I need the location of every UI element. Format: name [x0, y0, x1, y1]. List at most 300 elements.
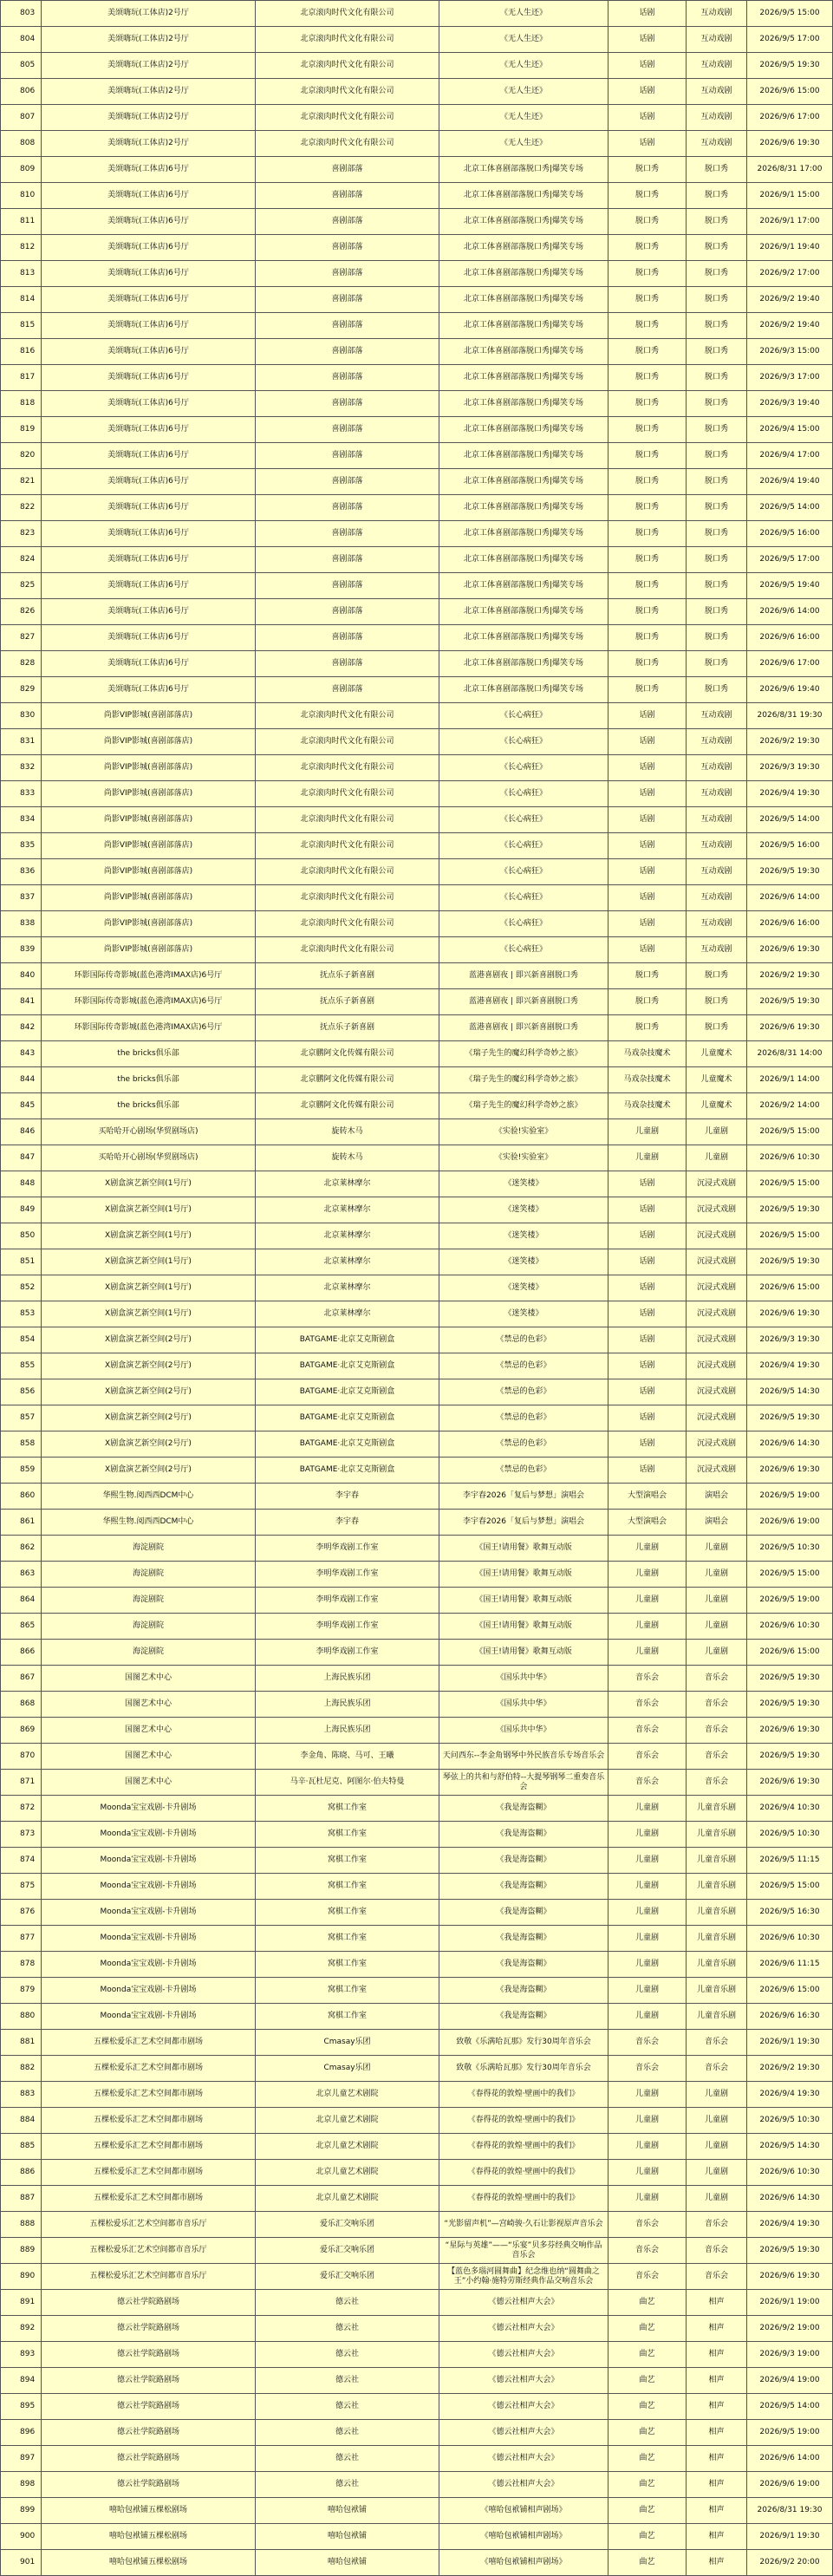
table-row: [1, 1, 833, 27]
venue-cell: X剧盒演艺新空间(2号厅): [42, 1405, 256, 1431]
category-cell: 音乐会: [608, 2056, 687, 2082]
datetime-cell: 2026/9/6 19:00: [747, 1510, 833, 1536]
datetime-cell: 2026/9/4 17:00: [747, 443, 833, 469]
table-row: [1, 339, 833, 365]
organizer-cell: 喜剧部落: [256, 495, 439, 521]
datetime-cell: 2026/9/6 17:00: [747, 105, 833, 131]
organizer-cell: 抚点乐子新喜剧: [256, 1015, 439, 1041]
table-row: [1, 1588, 833, 1614]
program-cell: 北京工体喜剧部落脱口秀|爆笑专场: [439, 339, 608, 365]
subcategory-cell: 互动戏剧: [687, 781, 747, 807]
category-cell: 脱口秀: [608, 261, 687, 287]
row-number-cell: 824: [1, 547, 42, 573]
venue-cell: 德云社学院路剧场: [42, 2290, 256, 2316]
table-row: [1, 1379, 833, 1405]
table-row: [1, 1640, 833, 1666]
organizer-cell: 德云社: [256, 2342, 439, 2368]
category-cell: 音乐会: [608, 1770, 687, 1796]
venue-cell: 美颂嗨玩(工体店)6号厅: [42, 209, 256, 235]
row-number-cell: 868: [1, 1692, 42, 1718]
datetime-cell: 2026/9/6 10:30: [747, 1145, 833, 1171]
category-cell: 音乐会: [608, 1666, 687, 1692]
table-row: [1, 365, 833, 391]
organizer-cell: 上海民族乐团: [256, 1718, 439, 1744]
subcategory-cell: 儿童剧: [687, 1119, 747, 1145]
venue-cell: 德云社学院路剧场: [42, 2316, 256, 2342]
venue-cell: 海淀剧院: [42, 1614, 256, 1640]
program-cell: 蓝港喜剧夜 | 即兴新喜剧脱口秀: [439, 1015, 608, 1041]
venue-cell: X剧盒演艺新空间(1号厅): [42, 1223, 256, 1249]
category-cell: 脱口秀: [608, 495, 687, 521]
venue-cell: 环影国际传奇影城(蓝色港湾IMAX店)6号厅: [42, 1015, 256, 1041]
table-row: [1, 2290, 833, 2316]
row-number-cell: 873: [1, 1822, 42, 1848]
venue-cell: Moonda宝宝戏剧-卡升剧场: [42, 1874, 256, 1900]
organizer-cell: 喜剧部落: [256, 599, 439, 625]
program-cell: 琴弦上的共和与舒伯特--大提琴钢琴二重奏音乐会: [439, 1770, 608, 1796]
program-cell: 《国王!请用餐》歌舞互动版: [439, 1614, 608, 1640]
datetime-cell: 2026/9/3 19:40: [747, 391, 833, 417]
row-number-cell: 894: [1, 2368, 42, 2394]
category-cell: 话剧: [608, 1249, 687, 1275]
row-number-cell: 871: [1, 1770, 42, 1796]
venue-cell: 美颂嗨玩(工体店)6号厅: [42, 677, 256, 703]
subcategory-cell: 音乐会: [687, 2264, 747, 2290]
category-cell: 儿童剧: [608, 1588, 687, 1614]
organizer-cell: 德云社: [256, 2446, 439, 2472]
subcategory-cell: 儿童剧: [687, 1640, 747, 1666]
subcategory-cell: 音乐会: [687, 2212, 747, 2238]
row-number-cell: 850: [1, 1223, 42, 1249]
table-row: [1, 1249, 833, 1275]
table-row: [1, 2108, 833, 2134]
subcategory-cell: 音乐会: [687, 2238, 747, 2264]
category-cell: 脱口秀: [608, 157, 687, 183]
category-cell: 脱口秀: [608, 365, 687, 391]
table-row: [1, 391, 833, 417]
venue-cell: 五棵松爱乐汇艺术空间都市音乐厅: [42, 2212, 256, 2238]
table-row: [1, 1718, 833, 1744]
table-row: [1, 1405, 833, 1431]
table-row: [1, 2368, 833, 2394]
venue-cell: Moonda宝宝戏剧-卡升剧场: [42, 1952, 256, 1978]
venue-cell: 美颂嗨玩(工体店)2号厅: [42, 53, 256, 79]
table-row: [1, 2160, 833, 2186]
venue-cell: Moonda宝宝戏剧-卡升剧场: [42, 1848, 256, 1874]
row-number-cell: 835: [1, 833, 42, 859]
organizer-cell: 爱乐汇交响乐团: [256, 2212, 439, 2238]
category-cell: 音乐会: [608, 1692, 687, 1718]
subcategory-cell: 脱口秀: [687, 963, 747, 989]
table-row: [1, 235, 833, 261]
datetime-cell: 2026/9/6 14:00: [747, 2446, 833, 2472]
datetime-cell: 2026/9/2 20:00: [747, 2550, 833, 2576]
datetime-cell: 2026/9/5 19:00: [747, 1588, 833, 1614]
subcategory-cell: 沉浸式戏剧: [687, 1197, 747, 1223]
table-row: [1, 1067, 833, 1093]
datetime-cell: 2026/9/6 19:30: [747, 1770, 833, 1796]
datetime-cell: 2026/9/5 19:30: [747, 859, 833, 885]
program-cell: 《国王!请用餐》歌舞互动版: [439, 1588, 608, 1614]
row-number-cell: 811: [1, 209, 42, 235]
row-number-cell: 819: [1, 417, 42, 443]
table-row: [1, 1692, 833, 1718]
program-cell: 《禁忌的色彩》: [439, 1431, 608, 1458]
program-cell: 李宇春2026「复后与梦想」演唱会: [439, 1484, 608, 1510]
datetime-cell: 2026/9/5 19:30: [747, 1692, 833, 1718]
table-row: [1, 2056, 833, 2082]
venue-cell: 美颂嗨玩(工体店)6号厅: [42, 391, 256, 417]
datetime-cell: 2026/9/5 16:30: [747, 1900, 833, 1926]
venue-cell: 美颂嗨玩(工体店)6号厅: [42, 443, 256, 469]
venue-cell: 美颂嗨玩(工体店)6号厅: [42, 573, 256, 599]
organizer-cell: 窝棋工作室: [256, 1926, 439, 1952]
organizer-cell: BATGAME·北京艾克斯剧盒: [256, 1327, 439, 1353]
row-number-cell: 820: [1, 443, 42, 469]
program-cell: 《嘻哈包袱铺相声剧场》: [439, 2550, 608, 2576]
row-number-cell: 861: [1, 1510, 42, 1536]
venue-cell: the bricks俱乐部: [42, 1067, 256, 1093]
table-row: [1, 417, 833, 443]
datetime-cell: 2026/9/4 19:30: [747, 2082, 833, 2108]
table-row: [1, 807, 833, 833]
organizer-cell: 北京滚肉时代文化有限公司: [256, 885, 439, 911]
venue-cell: 美颂嗨玩(工体店)2号厅: [42, 131, 256, 157]
subcategory-cell: 相声: [687, 2446, 747, 2472]
datetime-cell: 2026/9/6 19:30: [747, 131, 833, 157]
venue-cell: X剧盒演艺新空间(1号厅): [42, 1197, 256, 1223]
table-row: [1, 157, 833, 183]
row-number-cell: 810: [1, 183, 42, 209]
organizer-cell: 北京滚肉时代文化有限公司: [256, 729, 439, 755]
venue-cell: 五棵松爱乐汇艺术空间都市剧场: [42, 2108, 256, 2134]
table-row: [1, 1171, 833, 1197]
organizer-cell: 北京儿童艺术剧院: [256, 2134, 439, 2160]
category-cell: 脱口秀: [608, 183, 687, 209]
program-cell: 《迷笑楼》: [439, 1171, 608, 1197]
category-cell: 脱口秀: [608, 469, 687, 495]
subcategory-cell: 儿童音乐剧: [687, 1874, 747, 1900]
table-row: [1, 2004, 833, 2030]
program-cell: 北京工体喜剧部落脱口秀|爆笑专场: [439, 391, 608, 417]
program-cell: 北京工体喜剧部落脱口秀|爆笑专场: [439, 235, 608, 261]
organizer-cell: 喜剧部落: [256, 651, 439, 677]
table-row: [1, 755, 833, 781]
category-cell: 儿童剧: [608, 2134, 687, 2160]
organizer-cell: 喜剧部落: [256, 209, 439, 235]
program-cell: 《春得花的敦煌·壁画中的我们》: [439, 2160, 608, 2186]
program-cell: 《长心病狂》: [439, 885, 608, 911]
subcategory-cell: 互动戏剧: [687, 53, 747, 79]
row-number-cell: 809: [1, 157, 42, 183]
venue-cell: 海淀剧院: [42, 1562, 256, 1588]
row-number-cell: 823: [1, 521, 42, 547]
row-number-cell: 879: [1, 1978, 42, 2004]
venue-cell: 国图艺术中心: [42, 1666, 256, 1692]
organizer-cell: 德云社: [256, 2472, 439, 2498]
venue-cell: 华熙生物.阅西西DCM中心: [42, 1510, 256, 1536]
venue-cell: 美颂嗨玩(工体店)6号厅: [42, 183, 256, 209]
subcategory-cell: 音乐会: [687, 2030, 747, 2056]
subcategory-cell: 相声: [687, 2368, 747, 2394]
table-row: [1, 1874, 833, 1900]
organizer-cell: 窝棋工作室: [256, 1978, 439, 2004]
category-cell: 脱口秀: [608, 677, 687, 703]
program-cell: 《国王!请用餐》歌舞互动版: [439, 1562, 608, 1588]
organizer-cell: 李明华戏剧工作室: [256, 1588, 439, 1614]
category-cell: 儿童剧: [608, 1796, 687, 1822]
datetime-cell: 2026/9/5 15:00: [747, 1223, 833, 1249]
subcategory-cell: 沉浸式戏剧: [687, 1405, 747, 1431]
row-number-cell: 817: [1, 365, 42, 391]
table-row: [1, 2524, 833, 2550]
program-cell: 《我是海盗糊》: [439, 1848, 608, 1874]
venue-cell: 买哈哈开心剧场(华贸剧场店): [42, 1145, 256, 1171]
organizer-cell: 北京滚肉时代文化有限公司: [256, 105, 439, 131]
table-row: [1, 781, 833, 807]
datetime-cell: 2026/9/5 19:30: [747, 2238, 833, 2264]
category-cell: 曲艺: [608, 2316, 687, 2342]
datetime-cell: 2026/9/1 15:00: [747, 183, 833, 209]
program-cell: 《禁忌的色彩》: [439, 1327, 608, 1353]
subcategory-cell: 沉浸式戏剧: [687, 1223, 747, 1249]
category-cell: 曲艺: [608, 2290, 687, 2316]
organizer-cell: 北京儿童艺术剧院: [256, 2108, 439, 2134]
organizer-cell: 李明华戏剧工作室: [256, 1640, 439, 1666]
category-cell: 脱口秀: [608, 547, 687, 573]
datetime-cell: 2026/9/5 17:00: [747, 27, 833, 53]
table-row: [1, 1822, 833, 1848]
row-number-cell: 872: [1, 1796, 42, 1822]
row-number-cell: 880: [1, 2004, 42, 2030]
datetime-cell: 2026/9/6 19:30: [747, 1458, 833, 1484]
program-cell: 北京工体喜剧部落脱口秀|爆笑专场: [439, 417, 608, 443]
category-cell: 话剧: [608, 53, 687, 79]
row-number-cell: 804: [1, 27, 42, 53]
row-number-cell: 805: [1, 53, 42, 79]
table-row: [1, 2420, 833, 2446]
category-cell: 脱口秀: [608, 651, 687, 677]
datetime-cell: 2026/8/31 19:30: [747, 2498, 833, 2524]
subcategory-cell: 演唱会: [687, 1484, 747, 1510]
organizer-cell: 喜剧部落: [256, 443, 439, 469]
venue-cell: 海淀剧院: [42, 1640, 256, 1666]
subcategory-cell: 互动戏剧: [687, 833, 747, 859]
row-number-cell: 895: [1, 2394, 42, 2420]
organizer-cell: 北京滚肉时代文化有限公司: [256, 79, 439, 105]
subcategory-cell: 音乐会: [687, 1770, 747, 1796]
row-number-cell: 857: [1, 1405, 42, 1431]
row-number-cell: 866: [1, 1640, 42, 1666]
table-row: [1, 1562, 833, 1588]
datetime-cell: 2026/9/2 14:00: [747, 1093, 833, 1119]
row-number-cell: 884: [1, 2108, 42, 2134]
venue-cell: 美颂嗨玩(工体店)6号厅: [42, 287, 256, 313]
table-row: [1, 2082, 833, 2108]
category-cell: 曲艺: [608, 2524, 687, 2550]
program-cell: 《春得花的敦煌·壁画中的我们》: [439, 2186, 608, 2212]
datetime-cell: 2026/9/6 14:00: [747, 885, 833, 911]
table-row: [1, 1275, 833, 1301]
datetime-cell: 2026/9/3 19:00: [747, 2342, 833, 2368]
venue-cell: Moonda宝宝戏剧-卡升剧场: [42, 1796, 256, 1822]
organizer-cell: 爱乐汇交响乐团: [256, 2238, 439, 2264]
row-number-cell: 848: [1, 1171, 42, 1197]
venue-cell: 环影国际传奇影城(蓝色港湾IMAX店)6号厅: [42, 989, 256, 1015]
subcategory-cell: 相声: [687, 2290, 747, 2316]
row-number-cell: 896: [1, 2420, 42, 2446]
program-cell: 《实验!实验室》: [439, 1145, 608, 1171]
datetime-cell: 2026/9/4 19:30: [747, 781, 833, 807]
datetime-cell: 2026/9/3 19:30: [747, 755, 833, 781]
datetime-cell: 2026/9/1 17:00: [747, 209, 833, 235]
program-cell: 《国王!请用餐》歌舞互动版: [439, 1536, 608, 1562]
organizer-cell: 德云社: [256, 2290, 439, 2316]
row-number-cell: 887: [1, 2186, 42, 2212]
subcategory-cell: 沉浸式戏剧: [687, 1353, 747, 1379]
program-cell: “星际与英雄”——“乐宴”贝多芬经典交响作品音乐会: [439, 2238, 608, 2264]
table-row: [1, 2134, 833, 2160]
program-cell: 北京工体喜剧部落脱口秀|爆笑专场: [439, 651, 608, 677]
subcategory-cell: 相声: [687, 2550, 747, 2576]
category-cell: 脱口秀: [608, 235, 687, 261]
table-row: [1, 2264, 833, 2290]
datetime-cell: 2026/9/5 16:00: [747, 521, 833, 547]
program-cell: 《禁忌的色彩》: [439, 1353, 608, 1379]
venue-cell: 国图艺术中心: [42, 1744, 256, 1770]
category-cell: 曲艺: [608, 2550, 687, 2576]
datetime-cell: 2026/9/6 10:30: [747, 2160, 833, 2186]
organizer-cell: 喜剧部落: [256, 625, 439, 651]
datetime-cell: 2026/9/5 14:30: [747, 1379, 833, 1405]
table-row: [1, 729, 833, 755]
category-cell: 儿童剧: [608, 1536, 687, 1562]
row-number-cell: 840: [1, 963, 42, 989]
category-cell: 脱口秀: [608, 963, 687, 989]
table-row: [1, 1900, 833, 1926]
table-row: [1, 1145, 833, 1171]
subcategory-cell: 音乐会: [687, 1718, 747, 1744]
table-row: [1, 1848, 833, 1874]
datetime-cell: 2026/9/5 19:30: [747, 989, 833, 1015]
row-number-cell: 847: [1, 1145, 42, 1171]
program-cell: 《春得花的敦煌·壁画中的我们》: [439, 2082, 608, 2108]
venue-cell: 海淀剧院: [42, 1536, 256, 1562]
program-cell: 《嘻哈包袱铺相声剧场》: [439, 2498, 608, 2524]
subcategory-cell: 脱口秀: [687, 391, 747, 417]
category-cell: 曲艺: [608, 2420, 687, 2446]
program-cell: 北京工体喜剧部落脱口秀|爆笑专场: [439, 521, 608, 547]
program-cell: 北京工体喜剧部落脱口秀|爆笑专场: [439, 365, 608, 391]
subcategory-cell: 脱口秀: [687, 339, 747, 365]
category-cell: 儿童剧: [608, 1874, 687, 1900]
row-number-cell: 813: [1, 261, 42, 287]
table-row: [1, 1197, 833, 1223]
category-cell: 脱口秀: [608, 391, 687, 417]
venue-cell: X剧盒演艺新空间(1号厅): [42, 1275, 256, 1301]
table-row: [1, 2498, 833, 2524]
venue-cell: 尚影VIP影城(喜剧部落店): [42, 833, 256, 859]
venue-cell: 五棵松爱乐汇艺术空间都市剧场: [42, 2186, 256, 2212]
row-number-cell: 855: [1, 1353, 42, 1379]
row-number-cell: 859: [1, 1458, 42, 1484]
organizer-cell: 喜剧部落: [256, 313, 439, 339]
table-row: [1, 1926, 833, 1952]
table-row: [1, 27, 833, 53]
program-cell: 《实验!实验室》: [439, 1119, 608, 1145]
table-row: [1, 2212, 833, 2238]
row-number-cell: 827: [1, 625, 42, 651]
organizer-cell: 旋转木马: [256, 1145, 439, 1171]
table-row: [1, 2472, 833, 2498]
organizer-cell: 窝棋工作室: [256, 2004, 439, 2030]
subcategory-cell: 脱口秀: [687, 599, 747, 625]
category-cell: 马戏杂技魔术: [608, 1093, 687, 1119]
program-cell: 北京工体喜剧部落脱口秀|爆笑专场: [439, 573, 608, 599]
program-cell: 《我是海盗糊》: [439, 2004, 608, 2030]
category-cell: 音乐会: [608, 1718, 687, 1744]
subcategory-cell: 互动戏剧: [687, 729, 747, 755]
organizer-cell: 上海民族乐团: [256, 1666, 439, 1692]
program-cell: 北京工体喜剧部落脱口秀|爆笑专场: [439, 599, 608, 625]
subcategory-cell: 儿童音乐剧: [687, 1848, 747, 1874]
table-row: [1, 703, 833, 729]
category-cell: 话剧: [608, 1458, 687, 1484]
table-row: [1, 469, 833, 495]
table-row: [1, 937, 833, 963]
row-number-cell: 844: [1, 1067, 42, 1093]
organizer-cell: 李宇春: [256, 1510, 439, 1536]
subcategory-cell: 互动戏剧: [687, 79, 747, 105]
program-cell: 《我是海盗糊》: [439, 1822, 608, 1848]
subcategory-cell: 互动戏剧: [687, 911, 747, 937]
organizer-cell: 北京滚肉时代文化有限公司: [256, 131, 439, 157]
datetime-cell: 2026/9/5 19:30: [747, 53, 833, 79]
datetime-cell: 2026/9/2 19:30: [747, 963, 833, 989]
program-cell: 《迷笑楼》: [439, 1197, 608, 1223]
program-cell: 《德云社相声大会》: [439, 2420, 608, 2446]
organizer-cell: 喜剧部落: [256, 365, 439, 391]
datetime-cell: 2026/8/31 17:00: [747, 157, 833, 183]
venue-cell: X剧盒演艺新空间(2号厅): [42, 1379, 256, 1405]
subcategory-cell: 沉浸式戏剧: [687, 1171, 747, 1197]
table-row: [1, 131, 833, 157]
venue-cell: Moonda宝宝戏剧-卡升剧场: [42, 1926, 256, 1952]
subcategory-cell: 沉浸式戏剧: [687, 1379, 747, 1405]
category-cell: 曲艺: [608, 2342, 687, 2368]
subcategory-cell: 儿童剧: [687, 2108, 747, 2134]
row-number-cell: 808: [1, 131, 42, 157]
category-cell: 儿童剧: [608, 1848, 687, 1874]
table-row: [1, 1041, 833, 1067]
table-row: [1, 209, 833, 235]
table-row: [1, 599, 833, 625]
row-number-cell: 830: [1, 703, 42, 729]
table-row: [1, 1744, 833, 1770]
program-cell: 《无人生还》: [439, 1, 608, 27]
row-number-cell: 839: [1, 937, 42, 963]
datetime-cell: 2026/9/6 15:00: [747, 79, 833, 105]
row-number-cell: 832: [1, 755, 42, 781]
program-cell: 蓝港喜剧夜 | 即兴新喜剧脱口秀: [439, 989, 608, 1015]
program-cell: 北京工体喜剧部落脱口秀|爆笑专场: [439, 443, 608, 469]
subcategory-cell: 儿童魔术: [687, 1093, 747, 1119]
program-cell: 北京工体喜剧部落脱口秀|爆笑专场: [439, 469, 608, 495]
row-number-cell: 818: [1, 391, 42, 417]
datetime-cell: 2026/9/5 15:00: [747, 1171, 833, 1197]
subcategory-cell: 儿童音乐剧: [687, 1822, 747, 1848]
program-cell: 北京工体喜剧部落脱口秀|爆笑专场: [439, 157, 608, 183]
